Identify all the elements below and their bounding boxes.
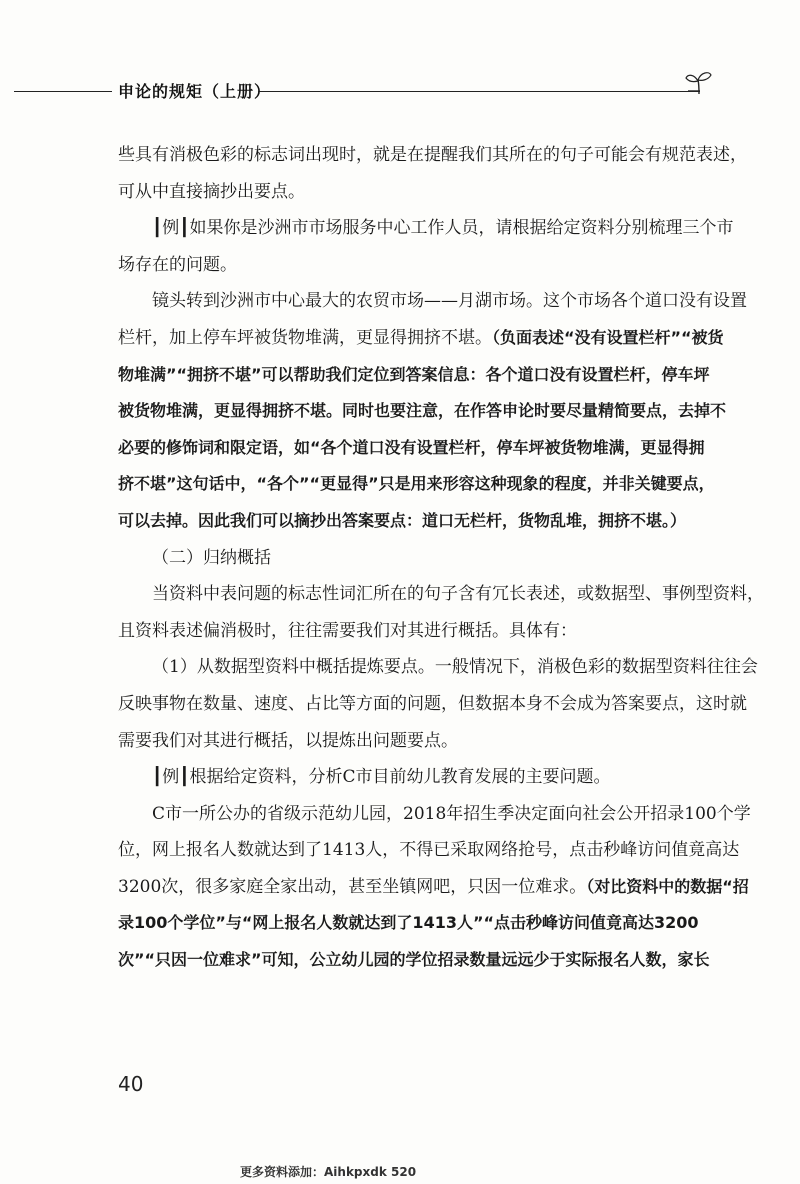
sprout-icon	[684, 70, 714, 96]
header-title: 申论的规矩（上册）	[118, 82, 272, 101]
text-line: 镜头转到沙洲市中心最大的农贸市场——月湖市场。这个市场各个道口没有设置	[152, 291, 747, 312]
text-line: 当资料中表问题的标志性词汇所在的句子含有冗长表述，或数据型、事例型资料，	[152, 584, 764, 605]
text-line: 且资料表述偏消极时，往往需要我们对其进行概括。具体有：	[118, 620, 577, 641]
text-line: 场存在的问题。	[118, 254, 237, 275]
running-header	[0, 70, 800, 110]
body-text	[118, 137, 764, 979]
header-rule-right	[258, 91, 700, 92]
text-line: 可从中直接摘抄出要点。	[118, 181, 305, 202]
text-line: C市一所公办的省级示范幼儿园，2018年招生季决定面向社会公开招录100个学	[152, 803, 751, 824]
example-line: ┃例┃如果你是沙洲市市场服务中心工作人员，请根据给定资料分别梳理三个市	[152, 218, 734, 239]
text-line	[118, 869, 749, 906]
text-line	[118, 320, 726, 357]
analysis-line: 被货物堆满，更显得拥挤不堪。同时也要注意，在作答申论时要尽量精简要点，去掉不	[118, 401, 727, 421]
text-line: 些具有消极色彩的标志词出现时，就是在提醒我们其所在的句子可能会有规范表述，	[118, 145, 747, 165]
text-line: 位，网上报名人数就达到了1413人，不得已采取网络抢号，点击秒峰访问值竟高达	[118, 840, 740, 861]
page-number: 40	[118, 1072, 144, 1096]
analysis-text: （负面表述“没有设置栏杆”“被货	[492, 327, 724, 347]
header-rule-left	[14, 91, 112, 92]
example-line: ┃例┃根据给定资料，分析C市目前幼儿教育发展的主要问题。	[152, 767, 611, 788]
section-heading: （二）归纳概括	[152, 547, 271, 568]
analysis-line: 物堆满”“拥挤不堪”可以帮助我们定位到答案信息：各个道口没有设置栏杆，停车坪	[118, 364, 710, 384]
analysis-text: （对比资料中的数据“招	[586, 876, 749, 896]
footer-text: 更多资料添加：Aihkpxdk 520	[240, 1165, 417, 1179]
text-line: （1）从数据型资料中概括提炼要点。一般情况下，消极色彩的数据型资料往往会	[152, 657, 758, 678]
analysis-line: 必要的修饰词和限定语，如“各个道口没有设置栏杆，停车坪被货物堆满，更显得拥	[118, 437, 705, 457]
quoted-material: 栏杆，加上停车坪被货物堆满，更显得拥挤不堪。	[118, 327, 492, 348]
analysis-line: 挤不堪”这句话中，“各个”“更显得”只是用来形容这种现象的程度，并非关键要点，	[118, 474, 715, 494]
analysis-line: 可以去掉。因此我们可以摘抄出答案要点：道口无栏杆，货物乱堆，拥挤不堪。）	[118, 510, 687, 530]
text-line: 反映事物在数量、速度、占比等方面的问题，但数据本身不会成为答案要点，这时就	[118, 693, 747, 714]
quoted-material: 3200次，很多家庭全家出动，甚至坐镇网吧，只因一位难求。	[118, 876, 587, 897]
text-line: 需要我们对其进行概括，以提炼出问题要点。	[118, 730, 458, 751]
analysis-line: 录100个学位”与“网上报名人数就达到了1413人”“点击秒峰访问值竟高达3200	[118, 913, 699, 933]
analysis-line: 次”“只因一位难求”可知，公立幼儿园的学位招录数量远远少于实际报名人数，家长	[118, 950, 710, 970]
